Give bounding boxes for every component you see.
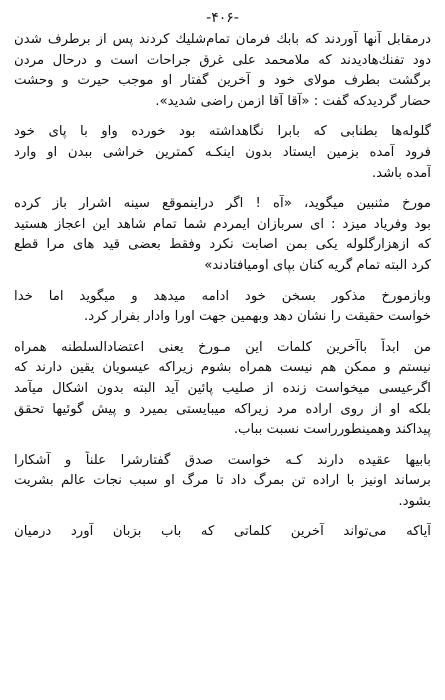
page-number: -۴۰۶-: [206, 10, 239, 26]
text-line: حضار گردیدکه گفت : «آقا آقا ازمن راضی شدید».: [155, 93, 431, 109]
text-line: اگرعیسی میخواست زنده از صلیب پائین آید البته بدون اشکال میآمد: [14, 380, 431, 396]
paragraph: [14, 451, 431, 513]
text-line: گلوله‌ها بطنابی که بابرا نگاهداشته بود خورده واو با پای خود: [14, 124, 431, 140]
text-line: بابیها عقیده دارند کـه خواست صدق گفتارشرا علناً و آشکارا: [14, 452, 431, 468]
text-line: نیستم و ممکن هم نیست همراه بشوم زیراکه عیسویان یقین دارند که: [14, 360, 431, 376]
paragraph: [14, 122, 431, 184]
text-line: دود تفنك‌هادیدند که ملامحمد علی غرق جراحات است و درحال مردن: [14, 52, 431, 68]
text-line: مورخ مثنبین میگوید، «آه ! اگر دراینموقع سینه اشرار باز کرده: [14, 196, 431, 212]
paragraph: [14, 287, 431, 328]
text-line: آمده باشد.: [371, 165, 431, 181]
paragraph: [14, 30, 431, 112]
page-body: [14, 30, 431, 543]
text-line: درمقابل آنها آوردند که بابك فرمان تمام‌شلیك کردند پس از برطرف شدن: [14, 32, 431, 47]
text-line: بود وفریاد میزد : ای سربازان ایمردم شما تمام شاهد این اعجاز هستید: [14, 216, 431, 232]
text-line: بلکه او از روی اراده مرد زیراکه میبایستی بمیرد و پیش گوئیها تحقق: [14, 401, 431, 417]
text-line: برگشت بطرف مولای خود و آخرین گفتار او موجب حیرت و وحشت: [14, 73, 431, 89]
text-line: پیداکند وهمینطورراست نسبت بباب.: [233, 422, 431, 438]
paragraph: [14, 522, 431, 543]
text-line: وبازمورخ مذکور بسخن خود ادامه میدهد و میگوید اما خدا: [14, 288, 431, 304]
text-line: فرود آمده بزمین ایستاد بدون اینکـه کمترین خراشی ببدن او وارد: [14, 144, 431, 160]
text-line: بشود.: [398, 493, 431, 509]
paragraph: [14, 338, 431, 441]
text-line: آیاکه می‌تواند آخرین کلماتی که باب بزبان آورد درمیان: [14, 524, 431, 540]
text-line: که ازهزارگلوله یکی بمن اصابت نکرد وفقط بعضی قید های مرا قطع: [14, 237, 431, 253]
text-line: برساند اونیز با اراده تن بمرگ داد تا مرگ او سبب نجات عالم بشریت: [14, 473, 431, 489]
text-line: کرد البته تمام گریه کنان بپای اومیافتادند»: [204, 257, 431, 273]
text-line: خواست حقیقت را نشان دهد وبهمین جهت اورا وادار بفرار کرد.: [84, 309, 431, 325]
text-line: من ابداً باآخرین کلمات این مـورخ یعنی اعتضادالسلطنه همراه: [14, 339, 431, 355]
paragraph: [14, 194, 431, 276]
